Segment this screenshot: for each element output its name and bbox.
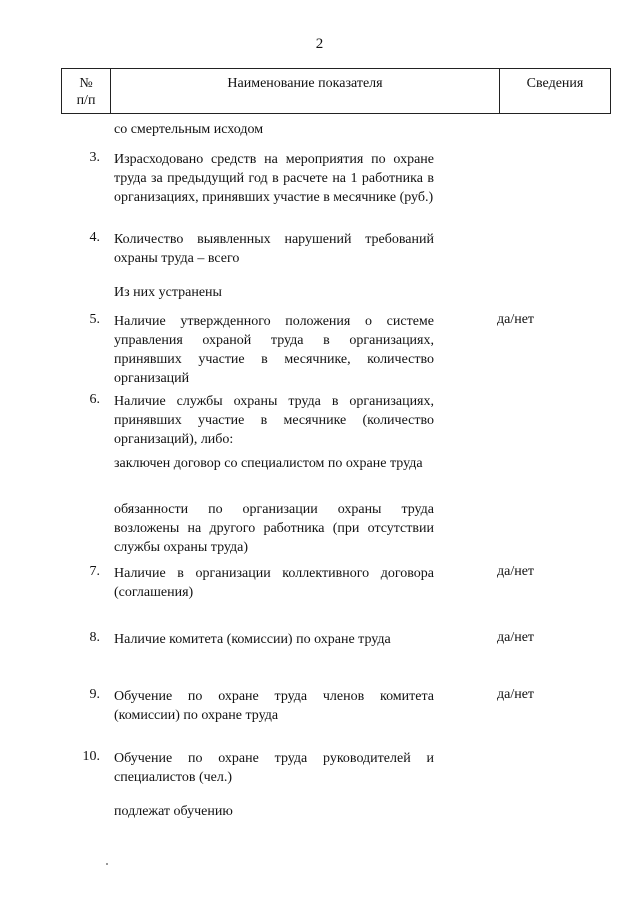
row-number-5: 5. (89, 312, 100, 327)
header-name-cell (111, 69, 500, 113)
row-number-9: 9. (89, 687, 100, 702)
header-info-label: Сведения (526, 76, 584, 91)
row-value-9: да/нет (497, 687, 535, 702)
row-text-5: Наличие утвержденного положения о системе управления охраной труда в организациях, принявших участие в месячнике, количество организаций (114, 314, 434, 386)
row-text-10: Обучение по охране труда руководителей и специалистов (чел.) (114, 751, 434, 785)
row-value-7: да/нет (497, 564, 535, 579)
header-num-symbol: № (79, 76, 93, 91)
page-number: 2 (315, 36, 324, 52)
row-text-8: Наличие комитета (комиссии) по охране труда (114, 632, 391, 647)
row-text-6: Наличие службы охраны труда в организациях, принявших участие в месячнике (количество организаций), либо: (114, 394, 434, 447)
row-number-7: 7. (89, 564, 100, 579)
row-text-3: Израсходовано средств на мероприятия по охране труда за предыдущий год в расчете на 1 работника в организациях, принявших участие в месячнике (руб.) (114, 152, 434, 205)
header-num-cell (62, 69, 111, 113)
row-text-9: Обучение по охране труда членов комитета (комиссии) по охране труда (114, 689, 434, 723)
row-text-continuation: со смертельным исходом (114, 122, 264, 137)
row-number-10: 10. (82, 749, 100, 764)
table-header (61, 68, 611, 114)
row-value-8: да/нет (497, 630, 535, 645)
header-name-label: Наименование показателя (227, 76, 383, 91)
row-text-7: Наличие в организации коллективного договора (соглашения) (114, 566, 434, 600)
header-info-cell (500, 69, 610, 113)
scan-speck (105, 858, 109, 862)
scan-speck-icon (105, 862, 109, 866)
row-text-4-sub: Из них устранены (114, 285, 222, 300)
row-text-6-sub-a: заключен договор со специалистом по охране труда (114, 456, 423, 471)
header-num-label: п/п (76, 93, 96, 108)
row-text-4: Количество выявленных нарушений требований охраны труда – всего (114, 232, 434, 266)
row-number-8: 8. (89, 630, 100, 645)
row-number-4: 4. (89, 230, 100, 245)
row-text-6-sub-b: обязанности по организации охраны труда возложены на другого работника (при отсутствии службы охраны труда) (114, 502, 434, 555)
row-value-5: да/нет (497, 312, 535, 327)
row-number-3: 3. (89, 150, 100, 165)
row-number-6: 6. (89, 392, 100, 407)
row-text-10-sub: подлежат обучению (114, 804, 233, 819)
